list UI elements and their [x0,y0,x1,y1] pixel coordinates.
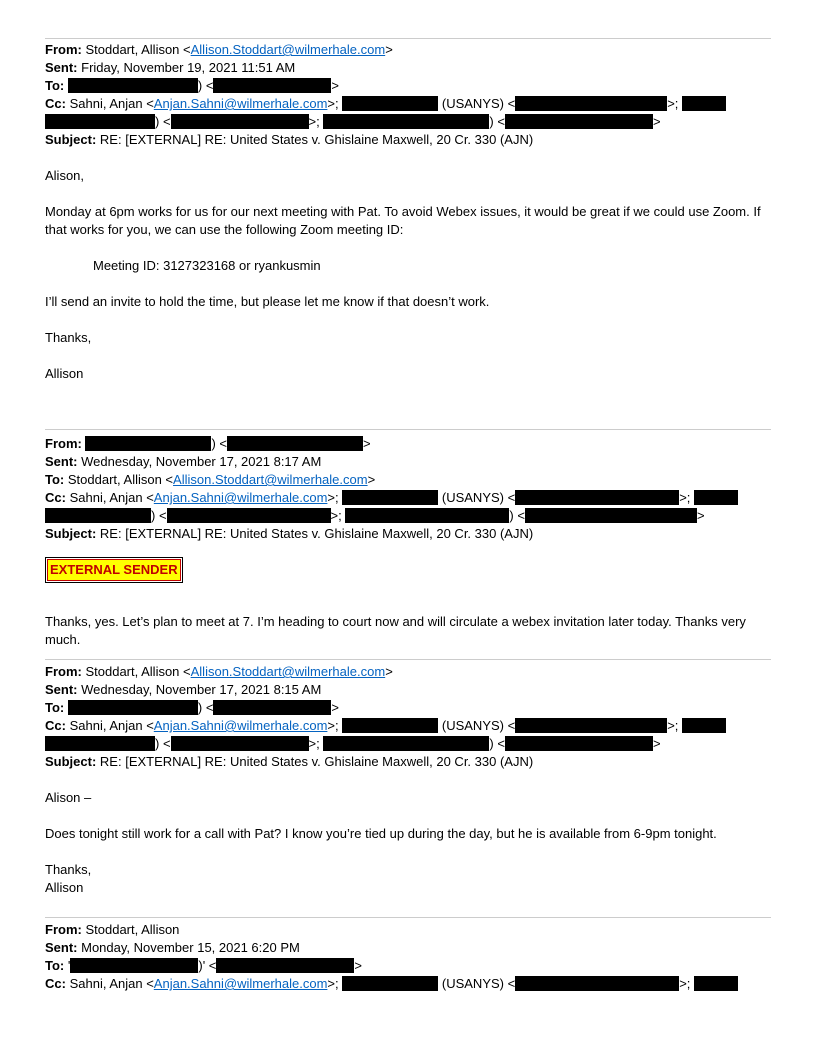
email-link[interactable]: Anjan.Sahni@wilmerhale.com [153,976,328,991]
subject-line: Subject: RE: [EXTERNAL] RE: United States v. Ghislaine Maxwell, 20 Cr. 330 (AJN) [45,132,534,147]
cc-line: Cc: Sahni, Anjan <Anjan.Sahni@wilmerhale.com>; (USANYS) < >; [45,975,771,993]
redaction-box [345,508,509,523]
divider [45,429,771,430]
email-thread [45,38,771,993]
redaction-box [167,508,331,523]
redaction-box [227,436,363,451]
from-line: From: ) < > [45,436,371,451]
to-line: To: ) < > [45,78,340,93]
cc-line-continued: ) < >; ) < > [45,113,771,131]
redaction-box [323,114,489,129]
to-line: To: ' )' < > [45,958,362,973]
redaction-box [515,718,667,733]
cc-line-continued: ) < >; ) < > [45,507,771,525]
cc-line: Cc: Sahni, Anjan <Anjan.Sahni@wilmerhale.com>; (USANYS) < >; [45,489,771,507]
redaction-box [213,700,331,715]
body-paragraph: I’ll send an invite to hold the time, but please let me know if that doesn’t work. [45,294,490,309]
email-link[interactable]: Anjan.Sahni@wilmerhale.com [153,96,328,111]
redaction-box [342,718,438,733]
email-link[interactable]: Anjan.Sahni@wilmerhale.com [153,490,328,505]
divider [45,38,771,39]
cc-line-continued: ) < >; ) < > [45,735,771,753]
body-paragraph: Monday at 6pm works for us for our next meeting with Pat. To avoid Webex issues, it would be great if we could use Zoom. If that works for you, we can use the following Zoom meeting ID: [45,204,761,237]
closing: Thanks, [45,862,92,877]
redaction-box [171,114,309,129]
redaction-box [68,78,198,93]
redaction-box [682,718,726,733]
email-link[interactable]: Anjan.Sahni@wilmerhale.com [153,718,328,733]
redaction-box [85,436,211,451]
redaction-box [694,976,738,991]
redaction-box [525,508,697,523]
redaction-box [216,958,354,973]
email-link[interactable]: Allison.Stoddart@wilmerhale.com [173,472,368,487]
external-sender-badge: EXTERNAL SENDER [45,557,771,583]
subject-line: Subject: RE: [EXTERNAL] RE: United States v. Ghislaine Maxwell, 20 Cr. 330 (AJN) [45,754,534,769]
redaction-box [694,490,738,505]
meeting-id: Meeting ID: 3127323168 or ryankusmin [93,258,321,273]
from-line: From: Stoddart, Allison [45,922,180,937]
redaction-box [68,700,198,715]
sent-line: Sent: Monday, November 15, 2021 6:20 PM [45,940,300,955]
redaction-box [342,96,438,111]
redaction-box [682,96,726,111]
redaction-box [45,508,151,523]
redaction-box [342,490,438,505]
divider [45,659,771,660]
redaction-box [515,490,679,505]
signature: Allison [45,366,84,381]
sent-line: Sent: Friday, November 19, 2021 11:51 AM [45,60,296,75]
from-line: From: Stoddart, Allison <Allison.Stoddart@wilmerhale.com> [45,664,393,679]
redaction-box [342,976,438,991]
redaction-box [515,976,679,991]
redaction-box [45,114,155,129]
sent-line: Sent: Wednesday, November 17, 2021 8:15 AM [45,682,322,697]
email-header-3 [45,663,771,771]
greeting: Alison – [45,790,92,805]
redaction-box [515,96,667,111]
body-paragraph: Does tonight still work for a call with Pat? I know you’re tied up during the day, but he is available from 6-9pm tonight. [45,826,717,841]
redaction-box [323,736,489,751]
divider [45,917,771,918]
signature: Allison [45,880,84,895]
email-header-2 [45,435,771,543]
greeting: Alison, [45,168,85,183]
redaction-box [213,78,331,93]
email-header-1 [45,41,771,149]
closing: Thanks, [45,330,92,345]
redaction-box [45,736,155,751]
redaction-box [505,736,653,751]
redaction-box [505,114,653,129]
to-line: To: Stoddart, Allison <Allison.Stoddart@wilmerhale.com> [45,472,376,487]
subject-line: Subject: RE: [EXTERNAL] RE: United States v. Ghislaine Maxwell, 20 Cr. 330 (AJN) [45,526,534,541]
email-header-4 [45,921,771,993]
email-link[interactable]: Allison.Stoddart@wilmerhale.com [190,42,386,57]
cc-line: Cc: Sahni, Anjan <Anjan.Sahni@wilmerhale.com>; (USANYS) < >; [45,717,771,735]
cc-line: Cc: Sahni, Anjan <Anjan.Sahni@wilmerhale.com>; (USANYS) < >; [45,95,771,113]
body-paragraph: Thanks, yes. Let’s plan to meet at 7. I’m heading to court now and will circulate a webex invitation later today. Thanks very much. [45,614,746,647]
to-line: To: ) < > [45,700,340,715]
from-line: From: Stoddart, Allison <Allison.Stoddart@wilmerhale.com> [45,42,393,57]
sent-line: Sent: Wednesday, November 17, 2021 8:17 AM [45,454,322,469]
email-link[interactable]: Allison.Stoddart@wilmerhale.com [190,664,386,679]
redaction-box [70,958,198,973]
redaction-box [171,736,309,751]
